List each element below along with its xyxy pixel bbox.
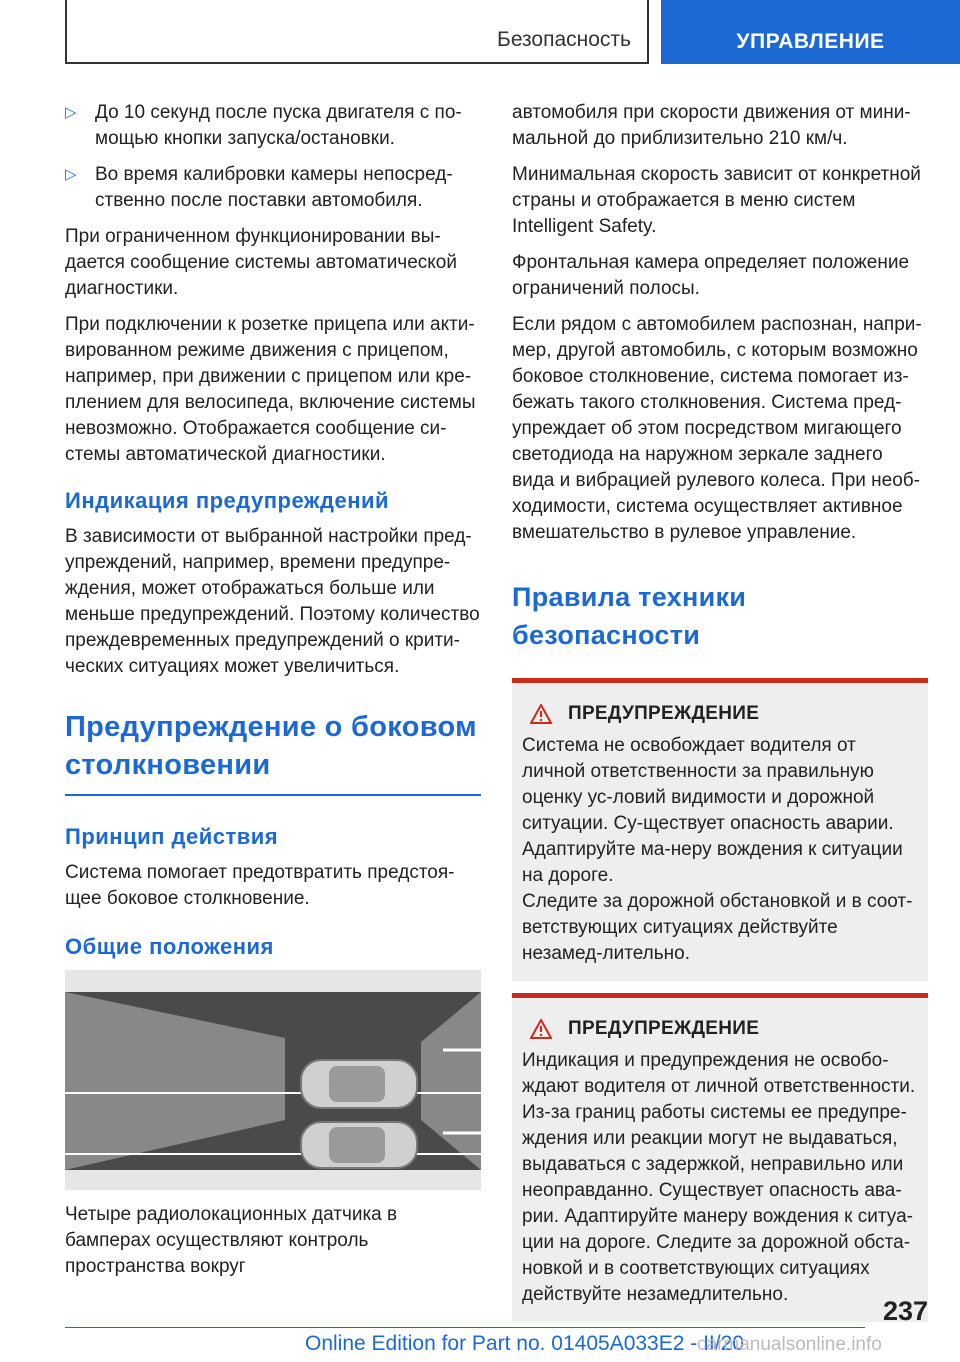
header-frame	[65, 0, 649, 64]
heading-principle: Принцип действия	[65, 824, 279, 849]
paragraph: Минимальная скорость зависит от конкретной страны и отображается в меню систем Intelligent Safety.	[512, 164, 921, 237]
warning-triangle-icon	[530, 704, 552, 724]
warning-text: Следите за дорожной обстановкой и в соот-ветствующих ситуациях действуйте незамед-лительно.	[522, 891, 913, 964]
chapter-heading: Предупреждение о боковом столкновении	[65, 711, 477, 781]
triangle-bullet-icon: ▷	[65, 166, 77, 183]
list-item-text: До 10 секунд после пуска двигателя с по-мощью кнопки запуска/остановки.	[95, 102, 462, 149]
section-title: Безопасность	[497, 28, 631, 51]
chapter-heading-block	[65, 708, 481, 796]
left-column	[65, 100, 481, 1290]
chapter-tab[interactable]: УПРАВЛЕНИЕ	[661, 0, 960, 64]
page-number: 237	[882, 1296, 928, 1326]
watermark: carmanualsonline.info	[697, 1334, 882, 1355]
warning-label: ПРЕДУПРЕЖДЕНИЕ	[568, 1018, 760, 1039]
warning-box	[512, 678, 928, 981]
safety-rules-heading: Правила техники безопасности	[512, 582, 747, 650]
paragraph: Система помогает предотвратить предстоя-щее боковое столкновение.	[65, 862, 455, 909]
edition-text: Online Edition for Part no. 01405A033E2 - II/20	[305, 1332, 744, 1355]
paragraph: Если рядом с автомобилем распознан, напри-мер, другой автомобиль, с которым возможно боковое столкновение, система помогает из-бежать такого столкновения. Система пред-упреждает об этом посредством мигающего светодиода на наружном зеркале заднего вида и вибрацией рулевого колеса. При необ-ходимости, система осуществляет активное вмешательство в рулевое управление.	[512, 314, 922, 543]
paragraph: автомобиля при скорости движения от мини-мальной до приблизительно 210 км/ч.	[512, 102, 911, 149]
list-item-text: Во время калибровки камеры непосред-ственно после поставки автомобиля.	[95, 164, 453, 211]
paragraph: При ограниченном функционировании вы-дается сообщение системы автоматической диагностики.	[65, 226, 457, 299]
warning-title-row	[522, 1018, 918, 1040]
warning-title-row	[522, 703, 918, 725]
paragraph: При подключении к розетке прицепа или акти-вированном режиме движения с прицепом, например, при движении с прицепом или кре-плением для велосипеда, включение системы невозможно. Отображается сообщение си-стемы автоматической диагностики.	[65, 314, 476, 465]
warning-triangle-icon	[530, 1019, 552, 1039]
heading-general: Общие положения	[65, 934, 274, 959]
list-item	[65, 162, 481, 214]
sensor-coverage-illustration	[65, 970, 481, 1190]
figure-caption: Четыре радиолокационных датчика в бамперах осуществляют контроль пространства вокруг	[65, 1204, 398, 1277]
road-diagram	[65, 970, 481, 1190]
warning-box	[512, 993, 928, 1322]
paragraph: Фронтальная камера определяет положение ограничений полосы.	[512, 252, 910, 299]
heading-warning-indication: Индикация предупреждений	[65, 488, 390, 513]
list-item	[65, 100, 481, 152]
paragraph: В зависимости от выбранной настройки пред-упреждений, например, времени предупре-ждения, может отображаться больше или меньше предупреждений. Поэтому количество преждевременных предупреждений о крити-ческих ситуациях может увеличиться.	[65, 526, 480, 677]
triangle-bullet-icon: ▷	[65, 104, 77, 121]
right-column	[512, 100, 928, 1322]
footer-divider	[65, 1327, 865, 1328]
warning-text: Система не освобождает водителя от личной ответственности за правильную оценку ус-ловий видимости и дорожной ситуации. Су-ществует опасность аварии. Адаптируйте ма-неру вождения к ситуации на дороге.	[522, 735, 903, 886]
warning-label: ПРЕДУПРЕЖДЕНИЕ	[568, 703, 760, 724]
warning-text: Индикация и предупреждения не освобо-ждают водителя от личной ответственности. Из-за границ работы системы ее предупре-ждения или реакции могут не выдаваться, выдаваться с задержкой, неправильно или неоправданно. Существует опасность ава-рии. Адаптируйте манеру вождения к ситуа-ции на дороге. Следите за дорожной обста-новкой и в соответствующих ситуациях действуйте незамедлительно.	[522, 1050, 916, 1305]
